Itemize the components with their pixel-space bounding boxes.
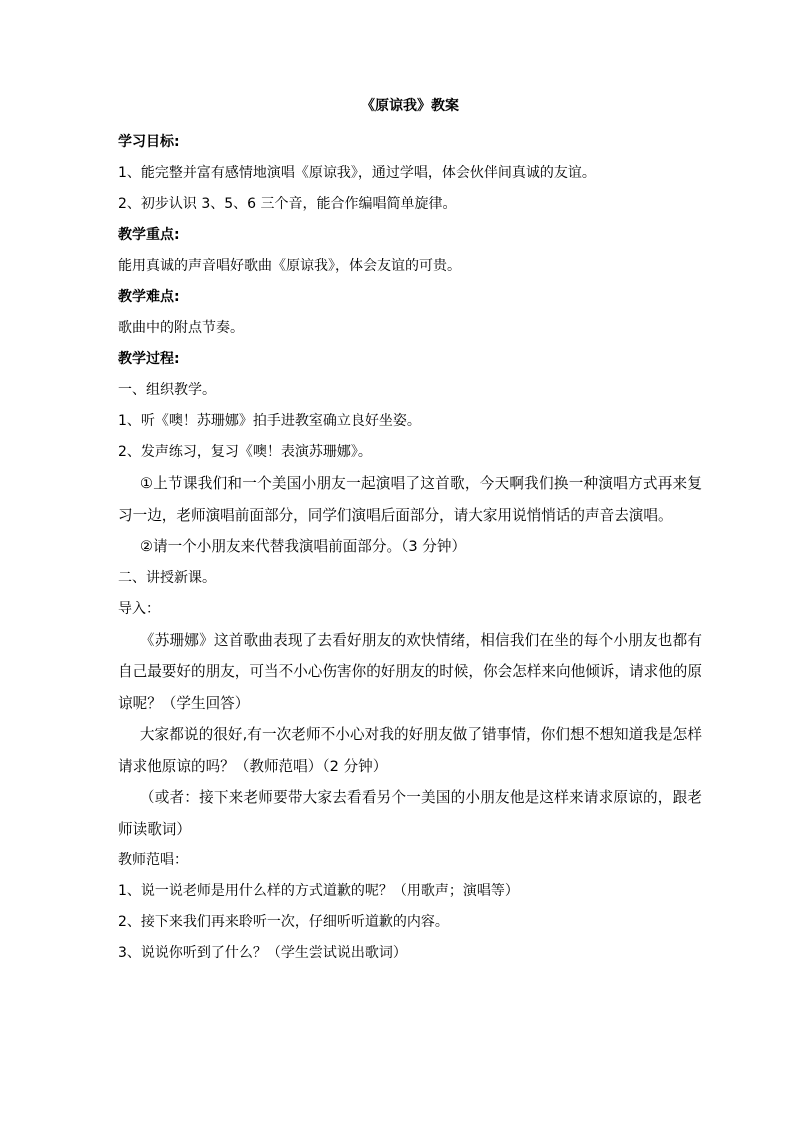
intro-paragraph-3: （或者：接下来老师要带大家去看看另个一美国的小朋友他是这样来请求原谅的，跟老师读歌词） [118,789,702,838]
difficulty-text: 歌曲中的附点节奏。 [118,320,244,336]
process-heading: 教学过程: [118,351,180,367]
demo-label: 教师范唱： [118,852,188,868]
goals-heading: 学习目标: [118,134,180,150]
difficulty-heading: 教学难点: [118,289,180,305]
intro-paragraph-2: 大家都说的很好,有一次老师不小心对我的好朋友做了错事情，你们想不想知道我是怎样请求他原谅的吗？（教师范唱）（2 分钟） [118,726,702,775]
section-1-item-1: 1、听《噢！苏珊娜》拍手进教室确立良好坐姿。 [118,413,421,429]
section-2-heading: 二、讲授新课。 [118,569,216,586]
goal-item-1: 1、能完整并富有感情地演唱《原谅我》，通过学唱，体会伙伴间真诚的友谊。 [118,165,596,181]
key-points-heading: 教学重点: [118,227,180,243]
key-points-text: 能用真诚的声音唱好歌曲《原谅我》，体会友谊的可贵。 [118,258,461,274]
section-1-heading: 一、组织教学。 [118,382,216,398]
goal-item-2: 2、初步认识 3、5、6 三个音，能合作编唱简单旋律。 [118,196,457,212]
section-1-item-2: 2、发声练习，复习《噢！表演苏珊娜》。 [118,444,372,460]
document-page [118,96,702,969]
section-1-paragraph-2: ②请一个小朋友来代替我演唱前面部分。（3 分钟） [139,538,467,555]
demo-item-1: 1、说一说老师是用什么样的方式道歉的呢？（用歌声；演唱等） [118,883,519,899]
intro-paragraph-1: 《苏珊娜》这首歌曲表现了去看好朋友的欢快情绪，相信我们在坐的每个小朋友也都有自己最要好的朋友，可当不小心伤害你的好朋友的时候，你会怎样来向他倾诉，请求他的原谅呢？（学生回答） [118,631,702,712]
demo-item-3: 3、说说你听到了什么？（学生尝试说出歌词） [118,945,407,961]
page-title: 《原谅我》教案 [361,98,459,114]
intro-label: 导入： [118,600,160,617]
section-1-paragraph-1: ①上节课我们和一个美国小朋友一起演唱了这首歌，今天啊我们换一种演唱方式再来复习一边，老师演唱前面部分，同学们演唱后面部分，请大家用说悄悄话的声音去演唱。 [118,475,702,524]
demo-item-2: 2、接下来我们再来聆听一次，仔细听听道歉的内容。 [118,914,449,930]
